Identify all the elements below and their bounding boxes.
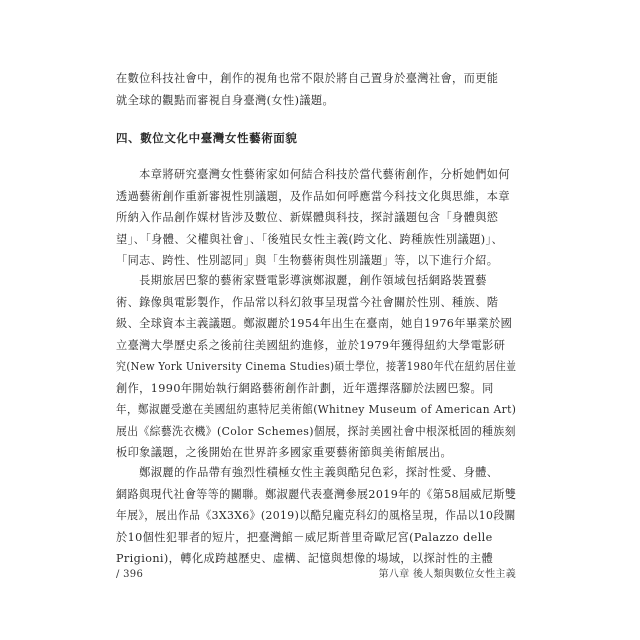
text-line: 板印象議題，之後開始在世界許多國家重要藝術節與美術館展出。 bbox=[116, 446, 453, 459]
text-line: 在數位科技社會中，創作的視角也常不限於將自己置身於臺灣社會，而更能 bbox=[116, 72, 499, 85]
text-line: 年展》，展出作品《3X3X6》(2019)以酷兒龐克科幻的風格呈現，作品以10段關 bbox=[116, 509, 516, 522]
body-paragraph-1 bbox=[116, 164, 516, 272]
text-line: 鄭淑麗的作品帶有強烈性積極女性主義與酷兒色彩，探討性愛、身體、 bbox=[116, 466, 499, 479]
text-line: 「同志、跨性、性別認同」與「生物藝術與性別議題」等，以下進行介紹。 bbox=[116, 254, 499, 267]
text-line: 展出《綜藝洗衣機》(Color Schemes)個展，探討美國社會中根深柢固的種族刻 bbox=[116, 424, 516, 438]
text-line: 長期旅居巴黎的藝術家暨電影導演鄭淑麗，創作領域包括網路裝置藝 bbox=[116, 274, 487, 287]
text-line: 網路與現代社會等等的關聯。鄭淑麗代表臺灣參展2019年的《第58屆威尼斯雙 bbox=[116, 487, 517, 501]
page-number: / 396 bbox=[116, 569, 144, 580]
text-line: 級、全球資本主義議題。鄭淑麗於1954年出生在臺南，她自1976年畢業於國 bbox=[116, 317, 513, 330]
text-line: 年，鄭淑麗受邀在美國紐約惠特尼美術館(Whitney Museum of American Art) bbox=[116, 403, 517, 416]
text-line: 於10個性犯罪者的短片，把臺灣館－威尼斯普里奇歐尼宮(Palazzo delle bbox=[116, 530, 493, 544]
intro-paragraph bbox=[116, 68, 516, 111]
text-line: 透過藝術創作重新審視性別議題，及作品如何呼應當今科技文化與思維，本章 bbox=[116, 189, 510, 203]
text-line: 術、錄像與電影製作，作品常以科幻敘事呈現當今社會關於性別、種族、階 bbox=[116, 295, 499, 309]
text-line: 究(New York University Cinema Studies)碩士學位，接著1980年代在紐約居住並 bbox=[116, 360, 517, 373]
body-paragraph-3 bbox=[116, 462, 516, 570]
text-line: 創作，1990年開始執行網路藝術創作計劃，近年選擇落腳於法國巴黎。同 bbox=[116, 381, 494, 395]
body-paragraph-2 bbox=[116, 270, 516, 464]
text-line: 立臺灣大學歷史系之後前往美國紐約進修，並於1979年獲得紐約大學電影研 bbox=[116, 338, 506, 352]
section-heading: 四、數位文化中臺灣女性藝術面貌 bbox=[116, 131, 298, 145]
text-line: 所納入作品創作媒材皆涉及數位、新媒體與科技，探討議題包含「身體與慾 bbox=[116, 211, 499, 224]
text-line: 望」、「身體、父權與社會」、「後殖民女性主義(跨文化、跨種族性別議題)」、 bbox=[116, 232, 504, 246]
text-line: 本章將研究臺灣女性藝術家如何結合科技於當代藝術創作，分析她們如何 bbox=[116, 168, 510, 181]
chapter-running-title: 第八章 後人類與數位女性主義 bbox=[378, 569, 516, 580]
text-line: 就全球的觀點而審視自身臺灣(女性)議題。 bbox=[116, 93, 335, 107]
text-line: Prigioni)，轉化成跨越歷史、虛構、記憶與想像的場域，以探討性的主體 bbox=[116, 552, 494, 565]
